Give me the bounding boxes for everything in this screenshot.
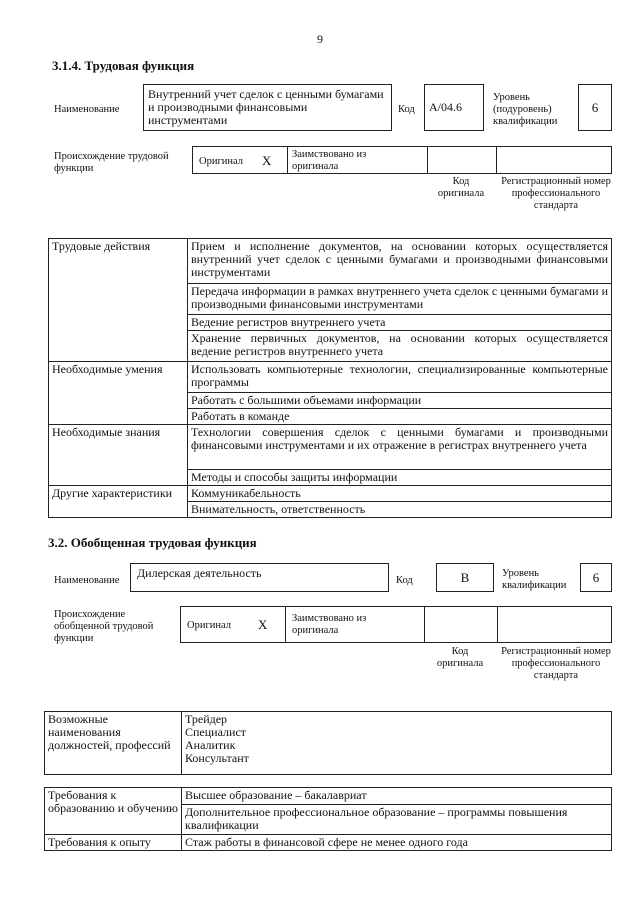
level-label: Уровень (подуровень) квалификации (493, 92, 558, 127)
table-row (45, 788, 612, 805)
code-box (424, 84, 484, 131)
code-value: B (460, 570, 470, 585)
code-value: A/04.6 (429, 100, 462, 114)
requirements-table (44, 787, 612, 851)
level-label: Уровень квалификации (502, 568, 567, 591)
code-label: Код (398, 104, 415, 115)
row-label: Необходимые умения (49, 362, 188, 425)
original-label: Оригинал (187, 620, 231, 631)
borrowed-label: Заимствовано из оригинала (292, 613, 367, 636)
table-row (49, 239, 612, 284)
list-item: Консультант (185, 751, 249, 765)
level-box (580, 563, 612, 592)
code-original-label: Код оригинала (437, 176, 485, 199)
list-item: Прием и исполнение документов, на основании которых осуществляется внутренний учет сделок с ценными бумагами и производными финансовыми инструментами (188, 239, 612, 284)
page-number: 9 (317, 32, 323, 46)
list-item: Использовать компьютерные технологии, специализированные компьютерные программы (188, 362, 612, 393)
origin-box (192, 146, 612, 174)
list-item: Внимательность, ответственность (188, 502, 612, 518)
origin-box (180, 606, 612, 643)
code-original-label: Код оригинала (436, 646, 484, 669)
list-item: Ведение регистров внутреннего учета (188, 315, 612, 331)
divider (287, 146, 288, 174)
code-label: Код (396, 575, 413, 586)
positions-table (44, 711, 612, 775)
row-label: Возможные наименования должностей, профессий (45, 712, 182, 775)
row-label: Требования к опыту (45, 835, 182, 851)
name-label: Наименование (54, 104, 120, 115)
section-heading-3-2: 3.2. Обобщенная трудовая функция (48, 535, 257, 550)
code-box (436, 563, 494, 592)
name-label: Наименование (54, 575, 120, 586)
list-item: Специалист (185, 725, 247, 739)
function-name-box (143, 84, 392, 131)
positions-cell (182, 712, 612, 775)
divider (496, 146, 497, 174)
divider (427, 146, 428, 174)
row-label: Требования к образованию и обучению (45, 788, 182, 835)
function-name-value: Внутренний учет сделок с ценными бумагами и производными финансовыми инструментами (148, 87, 384, 127)
original-label: Оригинал (199, 156, 243, 167)
list-item: Коммуникабельность (188, 486, 612, 502)
list-item: Технологии совершения сделок с ценными бумагами и производными финансовыми инструментами и их отражение в регистрах внутреннего учета (188, 425, 612, 470)
list-item: Методы и способы защиты информации (188, 470, 612, 486)
origin-label: Происхождение обобщенной трудовой функции (54, 609, 154, 644)
generalized-function-name-value: Дилерская деятельность (137, 566, 262, 580)
level-box (578, 84, 612, 131)
list-item: Передача информации в рамках внутреннего учета сделок с ценными бумагами и производными финансовыми инструментами (188, 284, 612, 315)
table-row (45, 835, 612, 851)
list-item: Хранение первичных документов, на основании которых осуществляется ведение регистров внутреннего учета (188, 331, 612, 362)
original-mark: X (262, 153, 272, 168)
table-row (49, 486, 612, 502)
row-label: Другие характеристики (49, 486, 188, 518)
list-item: Работать в команде (188, 409, 612, 425)
borrowed-label: Заимствовано из оригинала (292, 149, 367, 172)
reg-number-label: Регистрационный номер профессионального стандарта (501, 176, 611, 211)
divider (497, 606, 498, 643)
generalized-function-name-box (130, 563, 389, 592)
reg-number-label: Регистрационный номер профессионального стандарта (501, 646, 611, 681)
row-label: Необходимые знания (49, 425, 188, 486)
level-value: 6 (592, 570, 600, 585)
list-item: Дополнительное профессиональное образование – программы повышения квалификации (182, 804, 612, 834)
list-item: Трейдер (185, 712, 228, 726)
level-value: 6 (591, 100, 599, 115)
divider (424, 606, 425, 643)
divider (285, 606, 286, 643)
experience-value: Стаж работы в финансовой сфере не менее одного года (182, 835, 612, 851)
table-row (49, 425, 612, 470)
table-row (49, 362, 612, 393)
labor-function-table (48, 238, 612, 518)
table-row (45, 712, 612, 775)
origin-label: Происхождение трудовой функции (54, 151, 169, 174)
section-heading-3-1-4: 3.1.4. Трудовая функция (52, 58, 195, 73)
list-item: Работать с большими объемами информации (188, 393, 612, 409)
list-item: Высшее образование – бакалавриат (182, 788, 612, 805)
list-item: Аналитик (185, 738, 236, 752)
row-label: Трудовые действия (49, 239, 188, 362)
original-mark: X (258, 617, 268, 632)
